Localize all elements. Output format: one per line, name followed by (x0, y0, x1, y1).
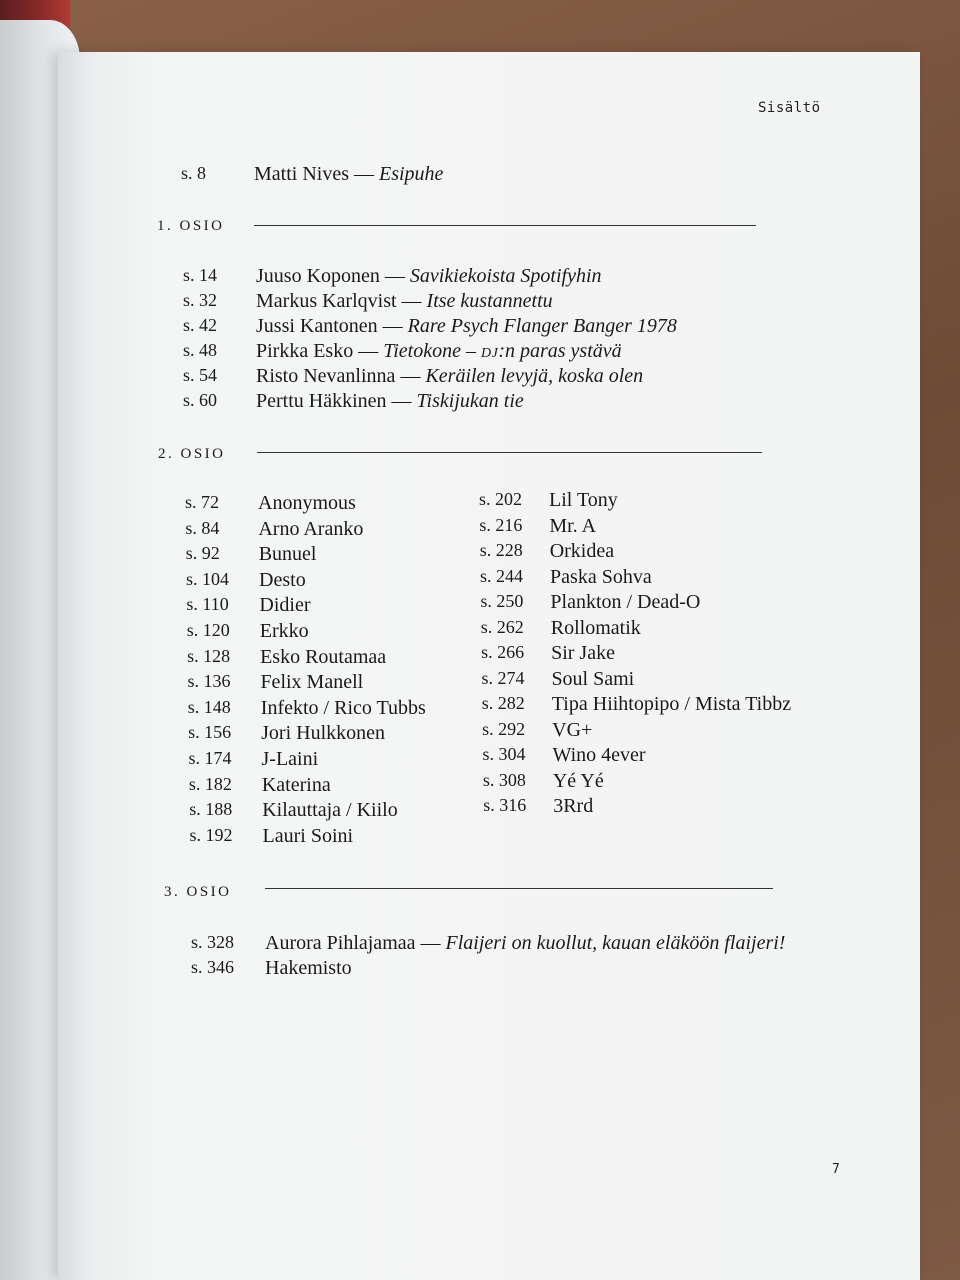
author: Matti Nives (254, 163, 349, 185)
title: Keräilen levyjä, koska olen (425, 365, 644, 387)
page-ref: s. 250 (480, 591, 524, 611)
title (383, 340, 621, 362)
section-rule-2 (257, 452, 762, 453)
contributor-name: Wino 4ever (552, 744, 646, 766)
contributor-name: Katerina (261, 773, 331, 796)
title-part: :n paras ystävä (498, 340, 622, 362)
contributor-name: Bunuel (258, 543, 317, 566)
author: Pirkka Esko (256, 340, 354, 362)
page-ref: s. 72 (185, 492, 220, 512)
entry-text (256, 390, 524, 413)
entry-text (256, 315, 677, 338)
page-ref: s. 316 (483, 795, 527, 815)
contributor-name: J-Laini (261, 748, 319, 770)
contributor-name: Anonymous (258, 492, 356, 514)
page-ref: s. 128 (187, 645, 231, 666)
section-heading-2: 2. OSIO (158, 446, 226, 462)
page-ref: s. 42 (183, 315, 218, 335)
entry-text (265, 932, 785, 955)
contributor-name: Mr. A (549, 514, 597, 537)
author: Perttu Häkkinen (256, 390, 387, 412)
contributor-name: Esko Routamaa (260, 645, 387, 668)
author: Jussi Kantonen (256, 315, 378, 337)
page-ref: s. 346 (191, 957, 235, 977)
contributor-name: Paska Sohva (550, 565, 652, 588)
title: Rare Psych Flanger Banger 1978 (407, 315, 677, 337)
page-ref: s. 304 (482, 744, 526, 764)
title: Tiskijukan tie (416, 390, 524, 412)
entry-text (256, 290, 553, 313)
author: Hakemisto (265, 957, 352, 979)
contributor-name: Felix Manell (260, 671, 364, 694)
contributor-name: Arno Aranko (258, 517, 364, 540)
page-ref: s. 14 (183, 265, 218, 285)
page-ref: s. 148 (187, 696, 231, 717)
page-ref: s. 156 (188, 722, 232, 743)
contributor-name: Rollomatik (550, 616, 641, 639)
page-ref: s. 202 (479, 489, 523, 509)
dash: — (396, 290, 427, 312)
dash: — (386, 390, 417, 412)
dash: — (395, 365, 426, 387)
page-ref: s. 120 (186, 620, 230, 640)
contributor-name: Soul Sami (551, 667, 635, 690)
contributor-name: Didier (259, 594, 311, 617)
author: Risto Nevanlinna (256, 365, 396, 387)
section-heading-1: 1. OSIO (157, 218, 225, 234)
page-ref: s. 216 (479, 514, 523, 535)
page-ref: s. 228 (479, 540, 523, 560)
contributor-name: Lauri Soini (262, 824, 354, 847)
entry-text (265, 957, 352, 980)
contributor-name: Lil Tony (549, 489, 618, 511)
contributor-name: Plankton / Dead-O (550, 591, 701, 613)
page-ref: s. 8 (181, 163, 207, 183)
entry-text (256, 340, 622, 363)
page-ref: s. 110 (186, 594, 229, 615)
contributor-name: Jori Hulkkonen (261, 722, 386, 745)
page-ref: s. 84 (185, 517, 220, 538)
page-ref: s. 192 (189, 824, 233, 845)
contributor-name: Tipa Hiihtopipo / Mista Tibbz (551, 693, 792, 715)
contributor-name: Yé Yé (552, 769, 604, 792)
title: Flaijeri on kuollut, kauan eläköön flaijeri! (445, 932, 786, 954)
page-ref: s. 54 (183, 365, 218, 385)
title: Esipuhe (379, 163, 444, 185)
title-part: Tietokone – (383, 340, 481, 362)
title-smallcaps: DJ (480, 346, 499, 361)
contributor-name: Desto (259, 568, 306, 591)
page-ref: s. 60 (183, 390, 218, 410)
page-ref: s. 104 (186, 568, 230, 589)
page-ref: s. 292 (482, 718, 526, 739)
dash: — (415, 932, 446, 954)
dash: — (353, 340, 384, 362)
author: Markus Karlqvist (256, 290, 397, 312)
page-ref: s. 266 (481, 642, 525, 662)
page-ref: s. 328 (191, 932, 235, 952)
page-ref: s. 244 (480, 565, 524, 586)
title: Itse kustannettu (426, 290, 553, 312)
title: Savikiekoista Spotifyhin (409, 265, 602, 287)
contributor-name: 3Rrd (553, 795, 594, 817)
entry-text (256, 265, 602, 288)
contributor-name: Orkidea (549, 540, 615, 562)
page-ref: s. 182 (188, 773, 232, 794)
page-ref: s. 92 (185, 543, 220, 564)
entry-text (256, 365, 643, 388)
author: Juuso Koponen (256, 265, 380, 287)
contributor-name: Erkko (259, 620, 309, 642)
running-header: Sisältö (758, 100, 821, 116)
contributor-name: Kilauttaja / Kiilo (262, 799, 398, 822)
page-ref: s. 136 (187, 671, 231, 692)
contributor-name: VG+ (552, 718, 593, 741)
author: Aurora Pihlajamaa (265, 932, 416, 954)
page-ref: s. 188 (189, 799, 233, 820)
section-rule-3 (265, 888, 773, 889)
page-ref: s. 308 (482, 769, 526, 790)
page-ref: s. 282 (481, 693, 525, 713)
page-ref: s. 48 (183, 340, 218, 360)
section-heading-3: 3. OSIO (164, 884, 232, 900)
contributor-name: Infekto / Rico Tubbs (260, 696, 426, 719)
dash: — (349, 163, 379, 185)
page-ref: s. 174 (188, 748, 232, 768)
dash: — (377, 315, 408, 337)
page-ref: s. 274 (481, 667, 525, 688)
page-number: 7 (832, 1162, 840, 1177)
page-ref: s. 262 (480, 616, 524, 637)
section-rule-1 (254, 225, 756, 226)
entry-text (254, 163, 443, 186)
dash: — (379, 265, 410, 287)
page-ref: s. 32 (183, 290, 218, 310)
contributor-name: Sir Jake (551, 642, 615, 664)
